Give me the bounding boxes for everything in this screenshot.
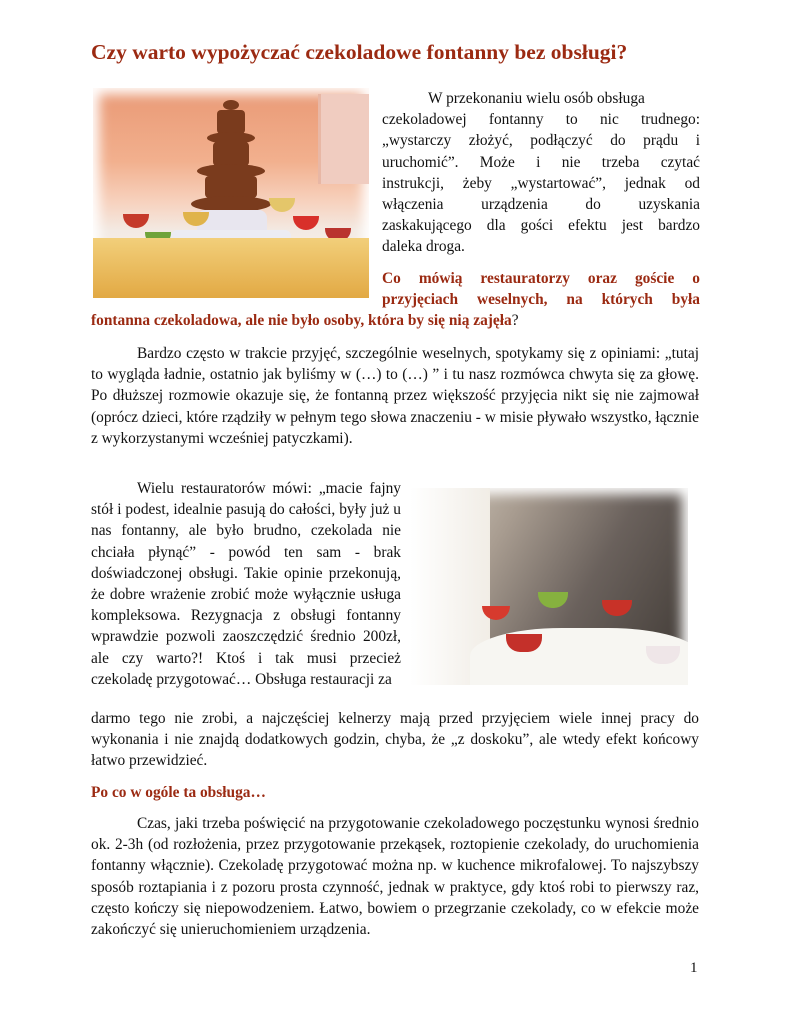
- page-number: 1: [690, 960, 698, 976]
- question-heading-line2: przyjęciach weselnych, na których była: [382, 291, 700, 308]
- question-heading-line3: fontanna czekoladowa, ale nie było osoby, która by się nią zajęła?: [91, 312, 519, 329]
- paragraph-3: Czas, jaki trzeba poświęcić na przygotowanie czekoladowego poczęstunku wynosi średnio ok. 2-3h (od rozłożenia, przez przygotowanie przekąsek, roztopienie czekolady, do uruchomienia fontanny włącznie). Czekoladę przygotować można np. w kuchence mikrofalowej. To najszybszy sposób roztapiania i z pozoru prosta czynność, jednak w praktyce, gdy ktoś robi to pierwszy raz, często kończy się niepowodzeniem. Łatwo, bowiem o przegrzanie czekolady, co w efekcie może zakończyć się unieruchomieniem urządzenia.: [91, 815, 699, 939]
- question-heading-line1: Co mówią restauratorzy oraz goście o: [382, 270, 700, 287]
- paragraph-1: Bardzo często w trakcie przyjęć, szczególnie weselnych, spotykamy się z opiniami: „tutaj to wygląda ładnie, ostatnio jak byliśmy w (…) to (…) ” i tu nasz rozmówca chwyta się za głowę. Po dłuższej rozmowie okazuje się, że fontanną przez większość przyjęcia nikt się nie zajmował (oprócz dzieci, które rządziły w pełnym tego słowa znaczeniu - w misie pływało wszystko, łącznie z wykorzystanymi wcześniej patyczkami).: [91, 345, 699, 447]
- page-title: Czy warto wypożyczać czekoladowe fontanny bez obsługi?: [91, 40, 628, 64]
- paragraph-2-continued: darmo tego nie zrobi, a najczęściej kelnerzy mają przed przyjęciem wiele innej pracy do wykonania i nie znajdą dodatkowych godzin, chyba, że „z doskoku”, ale wtedy efekt końcowy łatwo przewidzieć.: [91, 710, 699, 770]
- intro-paragraph: W przekonaniu wielu osób obsługa czekoladowej fontanny to nic trudnego: „wystarczy złożyć, podłączyć do prądu i uruchomić”. Może i nie trzeba czytać instrukcji, żeby „wystartować”, jednak od włączenia urządzenia do uzyskania zaskakującego dla gości efektu jest bardzo daleka droga.: [382, 90, 700, 256]
- chocolate-fountain-photo: [93, 88, 369, 298]
- paragraph-2-wrapped: Wielu restauratorów mówi: „macie fajny stół i podest, idealnie pasują do całości, były już u nas fontanny, ale było brudno, czekolada nie chciała płynąć” - powód ten sam - brak doświadczonej obsługi. Takie opinie przekonują, że dobre wrażenie zrobić może wyłącznie usługa kompleksowa. Rezygnacja z obsługi fontanny wprawdzie pozwoli zaoszczędzić średnio 200zł, ale czy warto?! Ktoś i tak musi przecież czekoladę przygotować… Obsługa restauracji za: [91, 480, 401, 688]
- section-subheading: Po co w ogóle ta obsługa…: [91, 784, 266, 801]
- fountain-service-photo: [410, 488, 688, 685]
